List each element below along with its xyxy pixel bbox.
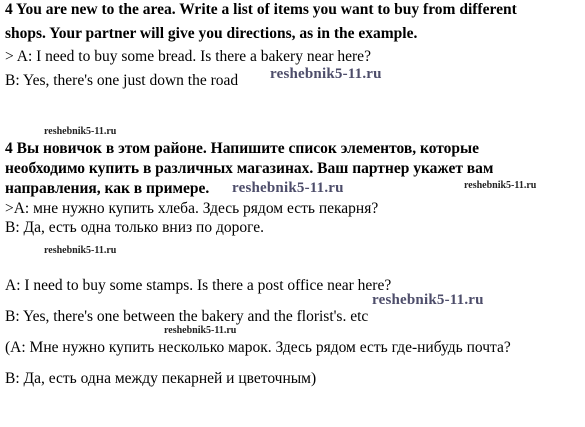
answer-ru-a: (A: Мне нужно купить несколько марок. Здесь рядом есть где-нибудь почта? [5, 339, 511, 356]
watermark: reshebnik5-11.ru [372, 292, 484, 308]
task-en-dialog-b: B: Yes, there's one just down the road [5, 72, 239, 89]
answer-en-b: B: Yes, there's one between the bakery and the florist's. etc [5, 308, 369, 325]
task-ru-heading-line2: необходимо купить в различных магазинах. Ваш партнер укажет вам [5, 160, 494, 177]
task-ru-heading-line1: 4 Вы новичок в этом районе. Напишите список элементов, которые [5, 140, 479, 157]
task-en-heading-line2: shops. Your partner will give you directions, as in the example. [5, 25, 418, 42]
watermark: reshebnik5-11.ru [270, 66, 382, 82]
task-en-heading-line1: 4 You are new to the area. Write a list of items you want to buy from different [5, 1, 517, 18]
watermark: reshebnik5-11.ru [464, 180, 537, 191]
task-ru-heading-line3: направления, как в примере. [5, 180, 210, 197]
answer-en-a: A: I need to buy some stamps. Is there a post office near here? [5, 277, 392, 294]
task-en-dialog-a: > A: I need to buy some bread. Is there a bakery near here? [5, 48, 371, 65]
watermark: reshebnik5-11.ru [164, 325, 237, 336]
watermark: reshebnik5-11.ru [44, 126, 117, 137]
task-ru-dialog-b: B: Да, есть одна только вниз по дороге. [5, 219, 264, 236]
watermark: reshebnik5-11.ru [44, 245, 117, 256]
task-ru-dialog-a: >A: мне нужно купить хлеба. Здесь рядом есть пекарня? [5, 200, 379, 217]
watermark: reshebnik5-11.ru [232, 180, 344, 196]
answer-ru-b: B: Да, есть одна между пекарней и цветочным) [5, 370, 317, 387]
